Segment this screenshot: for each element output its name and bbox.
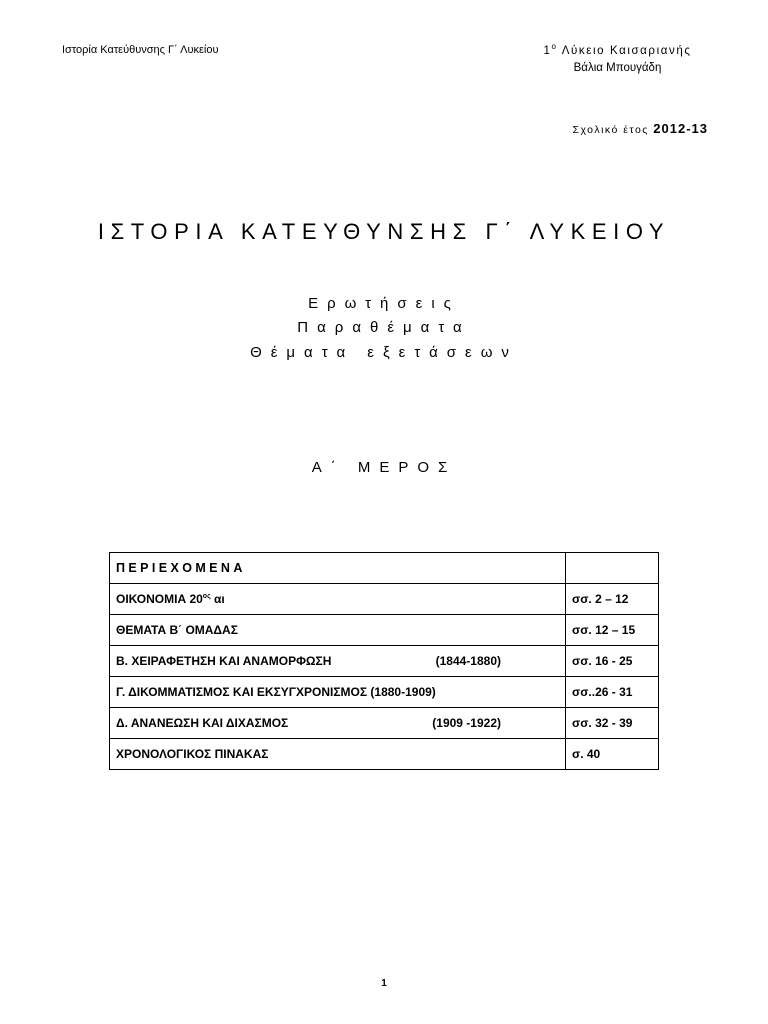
toc-entry-title: Γ. ΔΙΚΟΜΜΑΤΙΣΜΟΣ ΚΑΙ ΕΚΣΥΓΧΡΟΝΙΣΜΟΣ (1880-1909): [116, 685, 436, 699]
school-year: [572, 121, 708, 136]
toc-pages: σσ..26 - 31: [566, 677, 659, 708]
toc-pages: σσ. 12 – 15: [566, 615, 659, 646]
toc-entry-title: ΧΡΟΝΟΛΟΓΙΚΟΣ ΠΙΝΑΚΑΣ: [116, 747, 269, 761]
toc-pages: σ. 40: [566, 739, 659, 770]
contents-heading: ΠΕΡΙΕΧΟΜΕΝΑ: [110, 553, 566, 584]
toc-entry-chronology: [110, 739, 566, 770]
toc-entry-economy: [110, 584, 566, 615]
toc-entry-dates: (1844-1880): [435, 654, 501, 668]
subtitle-excerpts: Παραθέματα: [297, 319, 471, 336]
school-year-value: 2012-13: [653, 121, 708, 136]
toc-entry-renewal: [110, 708, 566, 739]
contents-header-row: [110, 553, 659, 584]
header-author: Βάλια Μπουγάδη: [573, 62, 662, 74]
page-number: 1: [381, 978, 387, 989]
header-course: Ιστορία Κατεύθυνσης Γ΄ Λυκείου: [62, 44, 219, 56]
table-row: [110, 646, 659, 677]
toc-pages: σσ. 2 – 12: [566, 584, 659, 615]
contents-header-empty: [566, 553, 659, 584]
subtitle-exam-topics: Θέματα εξετάσεων: [250, 344, 518, 361]
header-school-ordinal: ο: [551, 42, 558, 51]
toc-pages: σσ. 32 - 39: [566, 708, 659, 739]
header-school-name: Λύκειο Καισαριανής: [561, 44, 692, 57]
contents-table: [109, 552, 659, 770]
toc-entry-bipartisanship: [110, 677, 566, 708]
toc-entry-title: ΟΙΚΟΝΟΜΙΑ 20: [116, 592, 203, 606]
table-row: [110, 739, 659, 770]
part-label: Α΄ ΜΕΡΟΣ: [311, 459, 457, 476]
toc-entry-ordinal: ος: [202, 593, 211, 600]
header-school-number: 1: [543, 44, 552, 57]
table-row: [110, 677, 659, 708]
table-row: [110, 584, 659, 615]
toc-entry-title-tail: αι: [210, 592, 225, 606]
toc-entry-emancipation: [110, 646, 566, 677]
toc-entry-title: Β. ΧΕΙΡΑΦΕΤΗΣΗ ΚΑΙ ΑΝΑΜΟΡΦΩΣΗ: [116, 654, 332, 668]
subtitle-questions: Ερωτήσεις: [308, 295, 460, 312]
school-year-label: Σχολικό έτος: [572, 124, 649, 136]
toc-entry-title: ΘΕΜΑΤΑ Β΄ ΟΜΑΔΑΣ: [116, 623, 238, 637]
document-title: ΙΣΤΟΡΙΑ ΚΑΤΕΥΘΥΝΣΗΣ Γ΄ ΛΥΚΕΙΟΥ: [97, 219, 671, 244]
toc-entry-dates: (1909 -1922): [432, 716, 501, 730]
toc-entry-title: Δ. ΑΝΑΝΕΩΣΗ ΚΑΙ ΔΙΧΑΣΜΟΣ: [116, 716, 289, 730]
table-row: [110, 615, 659, 646]
table-row: [110, 708, 659, 739]
toc-pages: σσ. 16 - 25: [566, 646, 659, 677]
toc-entry-group-b: [110, 615, 566, 646]
header-school: [520, 42, 715, 57]
